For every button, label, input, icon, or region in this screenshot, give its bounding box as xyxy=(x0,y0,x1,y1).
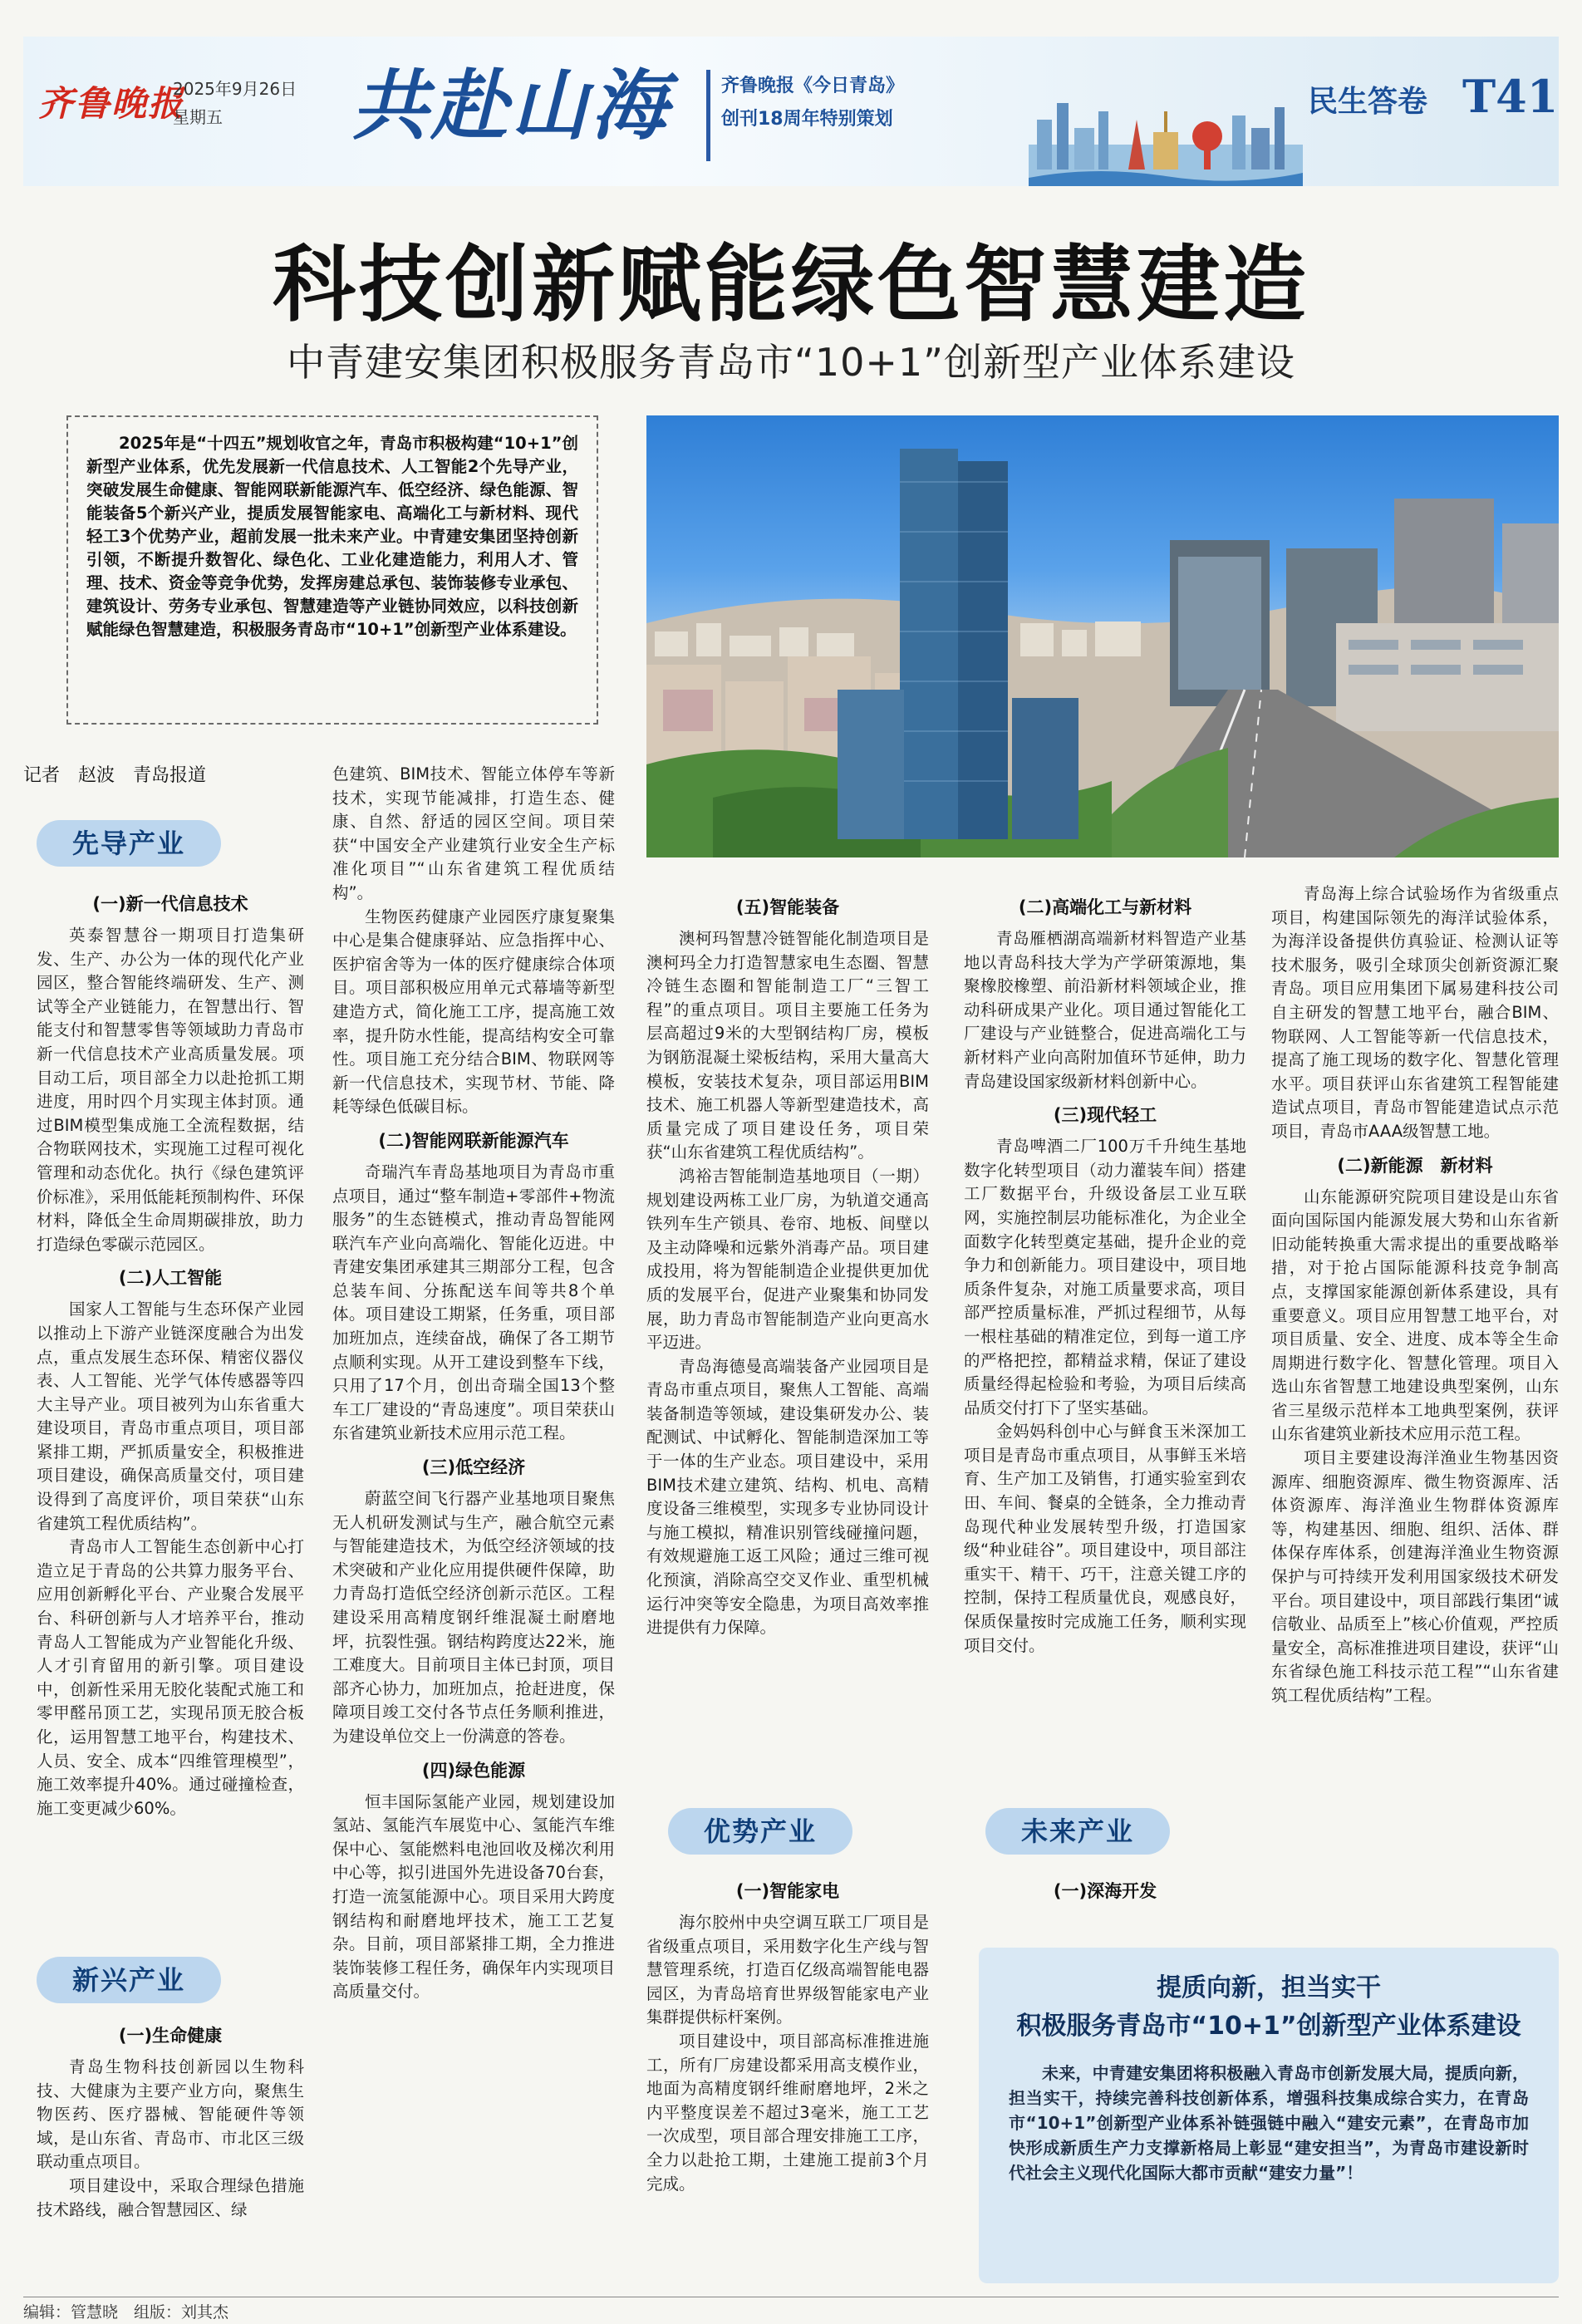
paragraph: 海尔胶州中央空调互联工厂项目是省级重点项目，采用数字化生产线与智慧管理系统，打造百亿级高端智能电器园区，为青岛培育世界级智能家电产业集群提供标杆案例。 xyxy=(646,1913,929,2027)
masthead-divider xyxy=(706,70,710,161)
page-number: T41 xyxy=(1462,70,1559,123)
column-4-bottom xyxy=(964,1870,1246,1911)
closing-box xyxy=(979,1948,1559,2283)
main-headline: 科技创新赋能绿色智慧建造 xyxy=(273,235,1309,333)
lead-paragraph: 2025年是“十四五”规划收官之年，青岛市积极构建“10+1”创新型产业体系，优先发展新一代信息技术、人工智能2个先导产业，突破发展生命健康、智能网联新能源汽车、低空经济、绿色能源、智能装备5个新兴产业，提质发展智能家电、高端化工与新材料、现代轻工3个优势产业，超前发展一批未来产业。中青建安集团坚持创新引领，不断提升数智化、绿色化、工业化建造能力，利用人才、管理、技术、资金等竞争优势，发挥房建总承包、装饰装修专业承包、建筑设计、劳务专业承包、智慧建造等产业链协同效应，以科技创新赋能绿色智慧建造，积极服务青岛市“10+1”创新型产业体系建设。 xyxy=(86,434,578,639)
column-3-bottom xyxy=(646,1870,929,2196)
editor-credits: 编辑：管慧晓 组版：刘其杰 xyxy=(23,2303,229,2322)
paragraph: 青岛生物科技创新园以生物科技、大健康为主要产业方向，聚焦生物医药、医疗器械、智能硬件等领域，是山东省、青岛市、市北区三级联动重点项目。 xyxy=(37,2057,304,2172)
paragraph: 青岛海德曼高端装备产业园项目是青岛市重点项目，聚焦人工智能、高端装备制造等领域，建设集研发办公、装配测试、中试孵化、智能制造深加工等于一体的生产业态。项目建设中，采用BIM技术建立建筑、结构、机电、高精度设备三维模型，实现多专业协同设计与施工模拟，精准识别管线碰撞问题，有效规避施工返工风险；通过三维可视化预演，消除高空交叉作业、重型机械运行冲突等安全隐患，为项目高效率推进提供有力保障。 xyxy=(646,1356,929,1638)
lead-box xyxy=(66,415,598,725)
subheading-modern-light-industry: (三)现代轻工 xyxy=(1053,1105,1157,1126)
subheading-deep-sea: (一)深海开发 xyxy=(1053,1881,1157,1901)
closing-paragraph: 未来，中青建安集团将积极融入青岛市创新发展大局，提质向新，担当实干，持续完善科技创新体系，增强科技集成综合实力，在青岛市“10+1”创新型产业体系补链强链中融入“建安元素”，在青岛市加快形成新质生产力支撑新格局上彰显“建安担当”，为青岛市建设新时代社会主义现代化国际大都市贡献“建安力量”！ xyxy=(1009,2063,1529,2183)
subheading-new-energy-materials: (二)新能源 新材料 xyxy=(1337,1155,1493,1176)
subheading-smart-appliance: (一)智能家电 xyxy=(735,1881,840,1901)
paragraph: 生物医药健康产业园医疗康复聚集中心是集合健康驿站、应急指挥中心、医护宿舍等为一体的医疗健康综合体项目。项目部积极应用单元式幕墙等新型建造方式，简化施工工序，提高施工效率，提升防水性能，提高结构安全可靠性。项目施工充分结合BIM、物联网等新一代信息技术，实现节材、节能、降耗等绿色低碳目标。 xyxy=(332,907,615,1117)
subheading-ai: (二)人工智能 xyxy=(118,1268,223,1289)
paragraph-continued: 色建筑、BIM技术、智能立体停车等新技术，实现节能减排，打造生态、健康、自然、舒适的园区空间。项目荣获“中国安全产业建筑行业安全生产标准化项目”“山东省建筑工程优质结构”。 xyxy=(332,764,615,902)
byline: 记者 赵波 青岛报道 xyxy=(23,765,207,786)
section-label-pioneer: 先导产业 xyxy=(37,820,221,867)
subheading-life-health: (一)生命健康 xyxy=(118,2026,223,2046)
subheading-info-tech: (一)新一代信息技术 xyxy=(92,894,248,914)
paragraph: 青岛啤酒二厂100万千升纯生基地数字化转型项目（动力灌装车间）搭建工厂数据平台，升级设备层工业互联网，实施控制层功能标准化，为企业全面数字化转型奠定基础，提升企业的竞争力和创新能力。项目建设中，项目地质条件复杂，对施工质量要求高，项目部严控质量标准，严抓过程细节，从每一根柱基础的精准定位，到每一道工序的严格把控，都精益求精，保证了建设质量经得起检验和考验，为项目后续高品质交付打下了坚实基础。 xyxy=(964,1137,1246,1417)
subheading-nev: (二)智能网联新能源汽车 xyxy=(378,1130,569,1151)
column-4-top xyxy=(964,886,1246,1658)
subheading-green-energy: (四)绿色能源 xyxy=(421,1760,526,1781)
section-label-advantage: 优势产业 xyxy=(668,1808,852,1855)
paragraph: 奇瑞汽车青岛基地项目为青岛市重点项目，通过“整车制造+零部件+物流服务”的生态链模式，推动青岛智能网联汽车产业向高端化、智能化迈进。中青建安集团承建其三期部分工程，包含总装车间、分拣配送车间等共8个单体。项目建设工期紧，任务重，项目部加班加点，连续奋战，确保了各工期节点顺利实现。从开工建设到整车下线，只用了17个月，创出奇瑞全国13个整车工厂建设的“青岛速度”。项目荣获山东省建筑业新技术应用示范工程。 xyxy=(332,1162,615,1443)
paragraph: 金妈妈科创中心与鲜食玉米深加工项目是青岛市重点项目，从事鲜玉米培育、生产加工及销售，打通实验室到农田、车间、餐桌的全链条，全力推动青岛现代种业发展转型升级，打造国家级“种业硅谷”。项目建设中，项目部注重实干、精干、巧干，注意关键工序的控制，保持工程质量优良，观感良好，保质保量按时完成施工任务，顺利实现项目交付。 xyxy=(964,1422,1246,1655)
column-3-top xyxy=(646,886,929,1640)
section-label-future: 未来产业 xyxy=(985,1808,1170,1855)
column-1-bottom xyxy=(37,2014,304,2222)
paragraph: 国家人工智能与生态环保产业园以推动上下游产业链深度融合为出发点，重点发展生态环保、精密仪器仪表、人工智能、光学气体传感器等四大主导产业。项目被列为山东省重大建设项目，青岛市重点项目，项目部紧排工期，严抓质量安全，积极推进项目建设，确保高质量交付，项目建设得到了高度评价，项目荣获“山东省建筑工程优质结构”。 xyxy=(37,1300,304,1533)
paper-logo: 齐鲁晚报 xyxy=(38,83,185,124)
special-brand-title: 共赴山海 xyxy=(351,61,671,150)
paragraph: 恒丰国际氢能产业园，规划建设加氢站、氢能汽车展览中心、氢能汽车维保中心、氢能燃料电池回收及梯次利用中心等，拟引进国外先进设备70台套，打造一流氢能源中心。项目采用大跨度钢结构和耐磨地坪技术，施工工艺复杂。目前，项目部紧排工期，全力推进装饰装修工程任务，确保年内实现项目高质量交付。 xyxy=(332,1791,615,2002)
paragraph: 青岛市人工智能生态创新中心打造立足于青岛的公共算力服务平台、应用创新孵化平台、产业聚合发展平台、科研创新与人才培养平台，推动青岛人工智能成为产业智能化升级、人才引育留用的新引擎。项目建设中，创新性采用无胶化装配式施工和零甲醛吊顶工艺，实现吊顶无胶合板化，运用智慧工地平台，构建技术、人员、安全、成本“四维管理模型”，施工效率提升40%。通过碰撞检查，施工变更减少60%。 xyxy=(37,1537,304,1818)
paragraph: 蔚蓝空间飞行器产业基地项目聚焦无人机研发测试与生产，融合航空元素与智能建造技术，为低空经济领域的技术突破和产业化应用提供硬件保障，助力青岛打造低空经济创新示范区。工程建设采用高精度钢纤维混凝土耐磨地坪，抗裂性强。钢结构跨度达22米，施工难度大。目前项目主体已封顶，项目部齐心协力，加班加点，抢赶进度，保障项目竣工交付各节点任务顺利推进，为建设单位交上一份满意的答卷。 xyxy=(332,1489,615,1746)
paragraph: 澳柯玛智慧冷链智能化制造项目是澳柯玛全力打造智慧家电生态圈、智慧冷链生态圈和智能制造工厂“三智工程”的重点项目。项目主要施工任务为层高超过9米的大型钢结构厂房，模板为钢筋混凝土梁板结构，采用大量高大模板，安装技术复杂，项目部运用BIM技术、施工机器人等新型建造技术，高质量完成了项目建设任务，项目荣获“山东省建筑工程优质结构”。 xyxy=(646,929,929,1162)
section-label-emerging: 新兴产业 xyxy=(37,1957,221,2003)
subheading-smart-equipment: (五)智能装备 xyxy=(735,897,840,917)
issue-date xyxy=(173,75,297,131)
masthead-subtitle-line2: 创刊18周年特别策划 xyxy=(721,109,893,130)
photo-illustration xyxy=(646,415,1559,857)
masthead xyxy=(23,37,1559,186)
section-name: 民生答卷 xyxy=(1308,84,1428,119)
closing-title-2: 积极服务青岛市“10+1”创新型产业体系建设 xyxy=(1016,2012,1521,2041)
sub-headline: 中青建安集团积极服务青岛市“10+1”创新型产业体系建设 xyxy=(286,340,1295,385)
column-5 xyxy=(1271,882,1559,1708)
column-1-top xyxy=(37,882,304,1820)
weekday-text: 星期五 xyxy=(173,107,223,127)
subheading-low-altitude: (三)低空经济 xyxy=(421,1457,526,1478)
paragraph: 英泰智慧谷一期项目打造集研发、生产、办公为一体的现代化产业园区，整合智能终端研发、生产、测试等全产业链能力，在智慧出行、智能支付和智慧零售等领域助力青岛市新一代信息技术产业高质量发展。项目动工后，项目部全力以赴抢抓工期进度，用时四个月实现主体封顶。通过BIM模型集成施工全流程数据，结合物联网技术，实现施工过程可视化管理和动态优化。执行《绿色建筑评价标准》，采用低能耗预制构件、环保材料，降低全生命周期碳排放，助力打造绿色零碳示范园区。 xyxy=(37,926,304,1254)
subheading-chemical-materials: (二)高端化工与新材料 xyxy=(1018,897,1192,917)
closing-title-1: 提质向新，担当实干 xyxy=(1157,1973,1381,2002)
paragraph: 项目建设中，项目部高标准推进施工，所有厂房建设都采用高支模作业，地面为高精度钢纤维耐磨地坪，2米之内平整度误差不超过3毫米，施工工艺一次成型，项目部合理安排施工工序，全力以赴抢工期，土建施工提前3个月完成。 xyxy=(646,2031,929,2194)
paragraph: 项目建设中，采取合理绿色措施技术路线，融合智慧园区、绿 xyxy=(37,2175,304,2219)
paragraph: 鸿裕吉智能制造基地项目（一期）规划建设两栋工业厂房，为轨道交通高铁列车生产锁具、卷帘、地板、间壁以及主动降噪和远紫外消毒产品。项目建成投用，将为智能制造企业提供更加优质的发展平台，促进产业聚集和协同发展，助力青岛市智能制造产业向更高水平迈进。 xyxy=(646,1166,929,1353)
city-skyline-illustration xyxy=(1029,86,1303,186)
paragraph: 青岛海上综合试验场作为省级重点项目，构建国际领先的海洋试验体系，为海洋设备提供仿真验证、检测认证等技术服务，吸引全球顶尖创新资源汇聚青岛。项目应用集团下属易建科技公司自主研发的智慧工地平台，融合BIM、物联网、人工智能等新一代信息技术，提高了施工现场的数字化、智慧化管理水平。项目获评山东省建筑工程智能建造试点项目，青岛市智能建造试点示范项目，青岛市AAA级智慧工地。 xyxy=(1271,884,1559,1141)
date-text: 2025年9月26日 xyxy=(173,79,297,99)
city-aerial-photo xyxy=(646,415,1559,857)
column-2 xyxy=(332,763,615,2004)
paragraph: 青岛雁栖湖高端新材料智造产业基地以青岛科技大学为产学研策源地，集聚橡胶橡塑、前沿新材料领域企业，推动科研成果产业化。项目通过智能化工厂建设与产业链整合，促进高端化工与新材料产业向高附加值环节延伸，助力青岛建设国家级新材料创新中心。 xyxy=(964,929,1246,1091)
paragraph: 项目主要建设海洋渔业生物基因资源库、细胞资源库、微生物资源库、活体资源库、海洋渔业生物群体资源库等，构建基因、细胞、组织、活体、群体保存库体系，创建海洋渔业生物资源保护与可持续开发利用国家级技术研发平台。项目建设中，项目部践行集团“诚信敬业、品质至上”核心价值观，严控质量安全，高标准推进项目建设，获评“山东省绿色施工科技示范工程”“山东省建筑工程优质结构”工程。 xyxy=(1271,1448,1559,1705)
masthead-subtitle-line1: 齐鲁晚报《今日青岛》 xyxy=(721,76,905,96)
masthead-subtitle xyxy=(721,70,904,136)
paragraph: 山东能源研究院项目建设是山东省面向国际国内能源发展大势和山东省新旧动能转换重大需求提出的重要战略举措，对于抢占国际能源科技竞争制高点，支撑国家能源创新体系建设，具有重要意义。项目应用智慧工地平台，对项目质量、安全、进度、成本等全生命周期进行数字化、智慧化管理。项目入选山东省智慧工地建设典型案例，山东省三星级示范样本工地典型案例，获评山东省建筑业新技术应用示范工程。 xyxy=(1271,1187,1559,1444)
